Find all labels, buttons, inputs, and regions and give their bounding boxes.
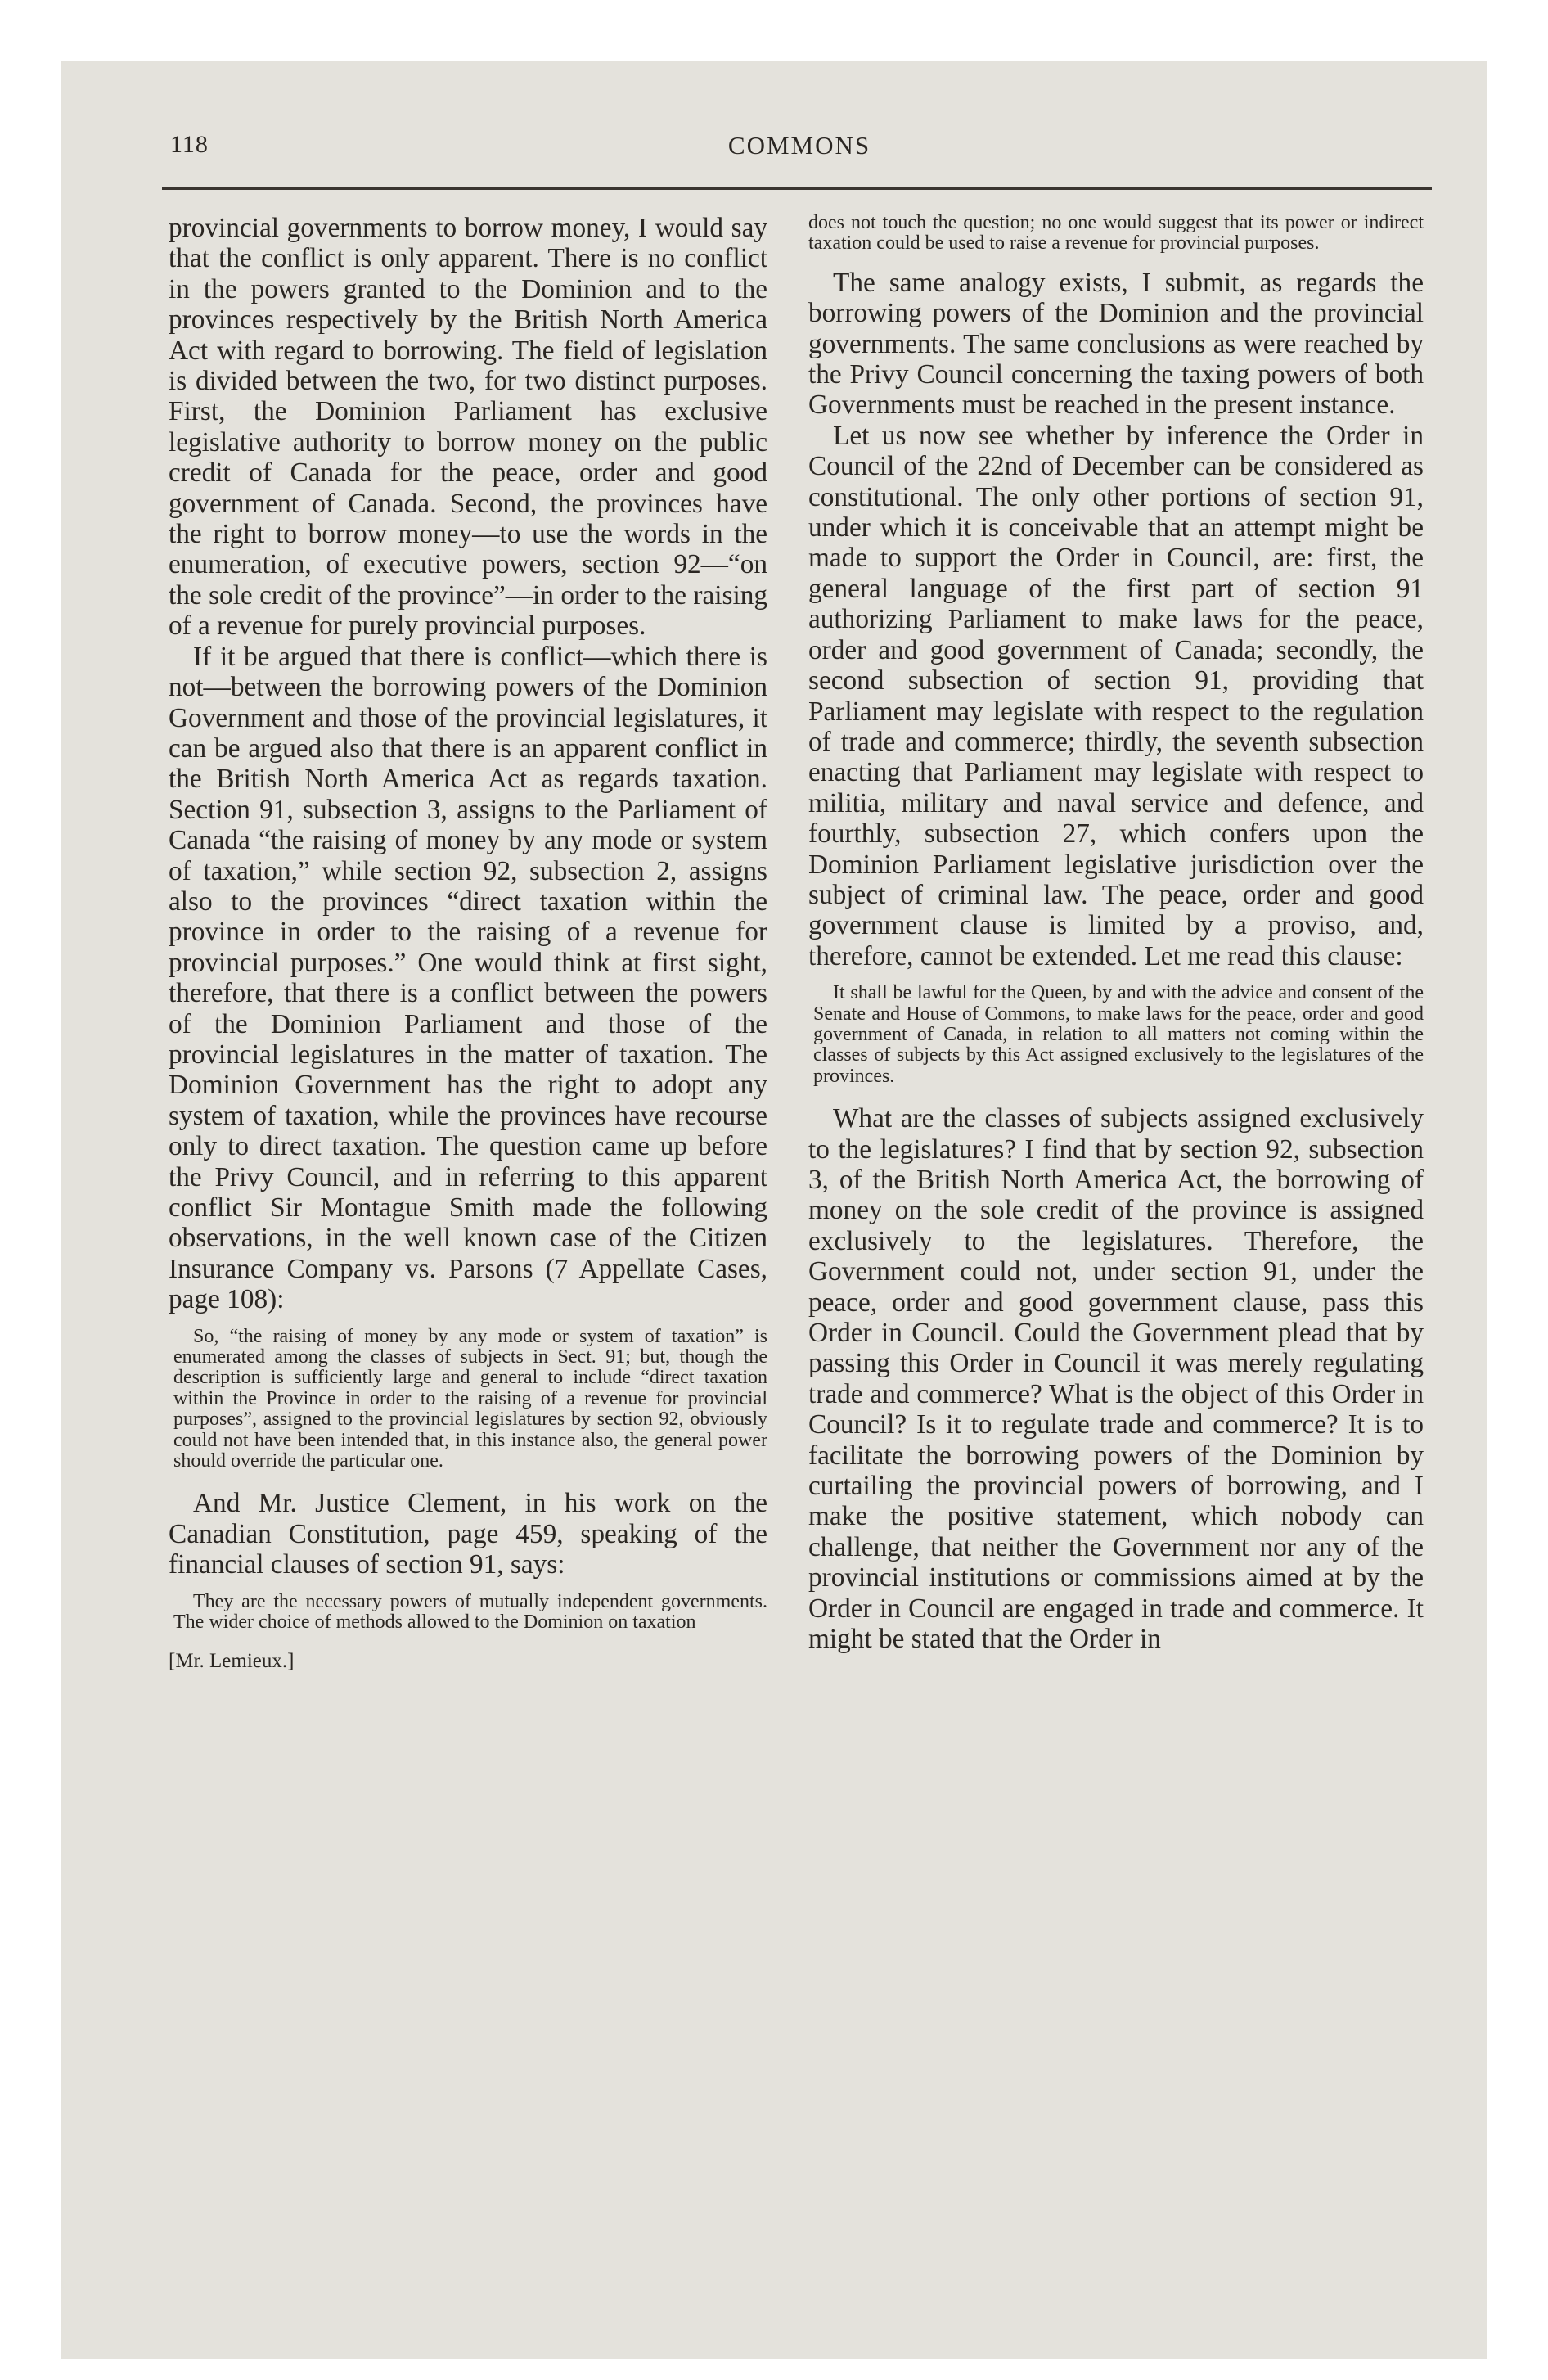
paragraph: What are the classes of subjects assigned exclusively to the legislatures? I find that by section 92, subsection 3, of the British North America Act, the borrowing of money on the sole credit of the province is assigned exclusively to the legislatures. Therefore, the Government could not, under section 91, under the peace, order and good government clause, pass this Order in Council. Could the Government plead that by passing this Order in Council it was merely regulating trade and commerce? What is the object of this Order in Council? Is it to regulate trade and commerce? It is to facilitate the borrowing powers of the Dominion by curtailing the provincial powers of borrowing, and I make the positive statement, which nobody can challenge, that neither the Government nor any of the provincial institutions or commissions aimed at by the Order in Council are engaged in trade and commerce. It might be stated that the Order in <box>808 1103 1424 1655</box>
block-quote: They are the necessary powers of mutually independent governments. The wider choice of methods allowed to the Dominion on taxation <box>173 1590 767 1634</box>
left-column <box>169 213 767 1673</box>
header-rule <box>162 187 1432 190</box>
paragraph: Let us now see whether by inference the Order in Council of the 22nd of December can be considered as constitutional. The only other portions of section 91, under which it is conceivable that an attempt might be made to support the Order in Council, are: first, the general language of the first part of section 91 authorizing Parliament to make laws for the peace, order and good government of Canada; secondly, the second subsection of section 91, providing that Parliament may legislate with respect to the regulation of trade and commerce; thirdly, the seventh subsection enacting that Parliament may legislate with respect to militia, military and naval service and defence, and fourthly, subsection 27, which confers upon the Dominion Parliament legislative jurisdiction over the subject of criminal law. The peace, order and good government clause is limited by a proviso, and, therefore, cannot be extended. Let me read this clause: <box>808 420 1424 971</box>
right-column <box>808 213 1424 1655</box>
running-head: COMMONS <box>727 131 871 160</box>
block-quote: So, “the raising of money by any mode or system of taxation” is enumerated among the classes of subjects in Sect. 91; but, though the description is sufficiently large and general to include “direct taxation within the Province in order to the raising of a revenue for provincial purposes”, assigned to the provincial legislatures by section 92, obviously could not have been intended that, in this instance also, the general power should override the particular one. <box>173 1325 767 1472</box>
page-header <box>170 131 1429 172</box>
page-number: 118 <box>170 131 209 158</box>
block-quote: It shall be lawful for the Queen, by and with the advice and consent of the Senate and House of Commons, to make laws for the peace, order and good government of Canada, in relation to all matters not coming within the classes of subjects by this Act assigned exclusively to the legislatures of the provinces. <box>813 982 1424 1087</box>
paragraph: If it be argued that there is conflict—which there is not—between the borrowing powers of the Dominion Government and those of the provincial legislatures, it can be argued also that there is an apparent conflict in the British North America Act as regards taxation. Section 91, subsection 3, assigns to the Parliament of Canada “the raising of money by any mode or system of taxation,” while section 92, subsection 2, assigns also to the provinces “direct taxation within the province in order to the raising of a revenue for provincial purposes.” One would think at first sight, therefore, that there is a conflict between the powers of the Dominion Parliament and those of the provincial legislatures in the matter of taxation. The Dominion Government has the right to adopt any system of taxation, while the provinces have recourse only to direct taxation. The question came up before the Privy Council, and in referring to this apparent conflict Sir Montague Smith made the following observations, in the well known case of the Citizen Insurance Company vs. Parsons (7 Appellate Cases, page 108): <box>169 641 767 1315</box>
paragraph: The same analogy exists, I submit, as regards the borrowing powers of the Dominion and the provincial governments. The same conclusions as were reached by the Privy Council concerning the taxing powers of both Governments must be reached in the present instance. <box>808 267 1424 421</box>
paragraph: And Mr. Justice Clement, in his work on the Canadian Constitution, page 459, speaking of the financial clauses of section 91, says: <box>169 1488 767 1580</box>
paragraph: provincial governments to borrow money, I would say that the conflict is only apparent. There is no conflict in the powers granted to the Dominion and to the provinces respectively by the British North America Act with regard to borrowing. The field of legislation is divided between the two, for two distinct purposes. First, the Dominion Parliament has exclusive legislative authority to borrow money on the public credit of Canada for the peace, order and good government of Canada. Second, the provinces have the right to borrow money—to use the words in the enumeration, of executive powers, section 92—“on the sole credit of the province”—in order to the raising of a revenue for purely provincial purposes. <box>169 213 767 642</box>
speaker-attribution: [Mr. Lemieux.] <box>169 1649 295 1672</box>
block-quote-continued: does not touch the question; no one would suggest that its power or indirect taxation could be used to raise a revenue for provincial purposes. <box>808 212 1424 255</box>
